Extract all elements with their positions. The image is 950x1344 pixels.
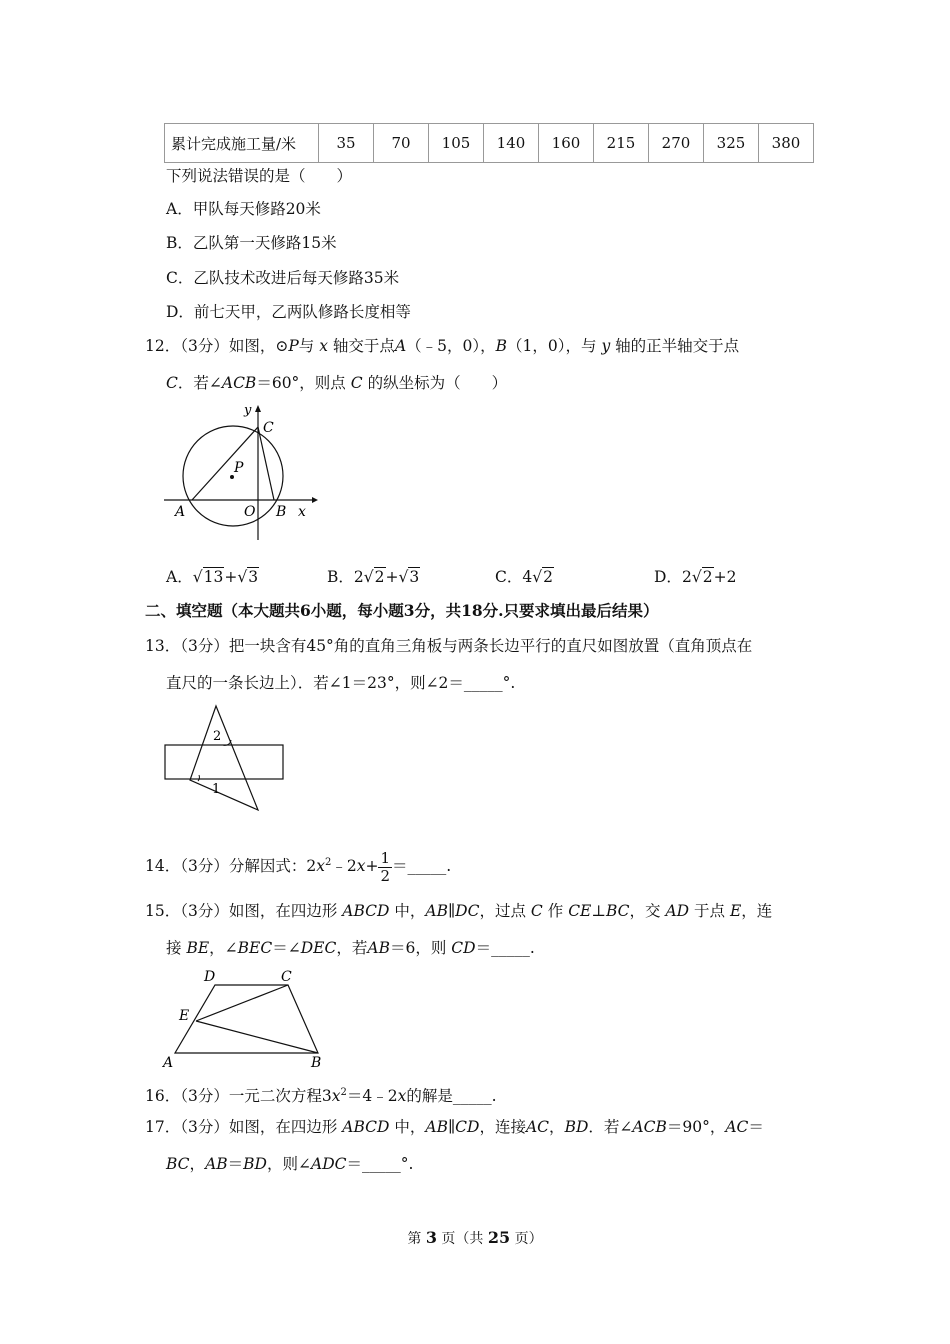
plus-sign: +	[365, 857, 379, 876]
label-x: x	[298, 504, 306, 520]
table-cell: 380	[759, 124, 814, 163]
text: （﹣5，0），	[406, 337, 496, 355]
var: CE	[568, 902, 592, 920]
sqrt-13: √13	[192, 568, 224, 586]
label-a: A	[175, 504, 186, 520]
var: BD	[243, 1155, 267, 1173]
var-x: x	[397, 1087, 407, 1106]
segment-eb	[196, 1021, 318, 1053]
parallel-symbol: ∥	[448, 1118, 456, 1136]
var-c: C	[350, 374, 363, 392]
circle-symbol: ⊙	[275, 337, 289, 355]
text: ．若∠	[177, 374, 222, 392]
section-title: 二、填空题（本大题共6小题，每小题3分，共18分.只要求填出最后结果）	[145, 601, 659, 620]
q12-option-c	[495, 566, 554, 588]
denominator: 2	[380, 866, 390, 885]
coefficient: 2	[353, 568, 364, 586]
fraction	[378, 850, 392, 885]
var: CD	[455, 1118, 480, 1136]
text: 作	[547, 902, 564, 920]
label-y: y	[244, 403, 252, 418]
sqrt-2: √2	[691, 568, 713, 586]
segment-ac	[192, 427, 258, 500]
table-row	[165, 124, 814, 163]
q12-option-b	[327, 566, 420, 588]
q11-option-b: B．乙队第一天修路15米	[166, 234, 337, 252]
q12-circle-figure	[160, 400, 320, 545]
text: ，∠	[209, 939, 238, 957]
var: BC	[166, 1155, 190, 1173]
text: ，	[189, 1155, 206, 1173]
table-cell: 140	[484, 124, 539, 163]
angle-1-arc	[198, 775, 199, 781]
perp-symbol: ⊥	[591, 902, 606, 920]
var: ABCD	[342, 902, 390, 920]
var-b: B	[495, 337, 508, 355]
y-axis-arrow-icon	[255, 405, 261, 412]
page-footer	[0, 1228, 950, 1248]
q15-quadrilateral-figure	[160, 965, 330, 1070]
total-pages: 25	[487, 1228, 511, 1247]
exponent: 2	[324, 857, 332, 868]
text: 17．（3分）如图，在四边形	[145, 1118, 338, 1136]
label-p: P	[234, 460, 244, 476]
label-a: A	[163, 1055, 174, 1071]
q12-line1	[145, 335, 739, 357]
text: 16．（3分）一元二次方程3	[145, 1087, 332, 1106]
radicand: 2	[374, 568, 385, 586]
var: AD	[665, 902, 690, 920]
var-x: x	[316, 857, 325, 876]
var-c: C	[166, 374, 178, 392]
table-header-cell: 累计完成施工量/米	[165, 124, 319, 163]
text: 轴交于点	[332, 337, 395, 355]
text: ＝	[227, 1155, 244, 1173]
text: ，	[549, 1118, 565, 1136]
table-cell: 105	[429, 124, 484, 163]
label-e: E	[179, 1008, 190, 1024]
radicand: 2	[543, 568, 554, 586]
numerator: 1	[380, 848, 390, 867]
text: ，过点	[479, 902, 526, 920]
text: ，交	[629, 902, 661, 920]
construction-table	[164, 123, 814, 163]
var: ABCD	[342, 1118, 390, 1136]
text: 页（共	[436, 1231, 488, 1247]
var: BD	[564, 1118, 589, 1136]
var-p: P	[288, 337, 299, 355]
table-cell: 215	[594, 124, 649, 163]
label-c: C	[281, 969, 292, 985]
text: 轴的正半轴交于点	[615, 337, 740, 355]
text: ＝_____°.	[346, 1155, 414, 1173]
text: ，连	[741, 902, 773, 920]
text: 页）	[510, 1231, 543, 1247]
var: DEC	[300, 939, 337, 957]
q13-line2: 直尺的一条长边上）．若∠1＝23°，则∠2＝_____°.	[166, 674, 516, 692]
text: 与	[298, 337, 315, 355]
text: ，连接	[479, 1118, 526, 1136]
var: AB	[425, 1118, 448, 1136]
var: C	[530, 902, 543, 920]
text: ＝	[748, 1118, 764, 1136]
var: AC	[725, 1118, 749, 1136]
var: ACB	[632, 1118, 667, 1136]
option-label: B．	[327, 568, 354, 586]
q11-option-d: D．前七天甲，乙两队修路长度相等	[166, 303, 411, 321]
text: 中，	[394, 902, 426, 920]
var-y: y	[601, 337, 611, 355]
text: ，若	[336, 939, 368, 957]
q13-ruler-figure	[160, 700, 290, 815]
var-x: x	[319, 337, 328, 355]
angle-label-1: 1	[212, 782, 221, 797]
page-number: 3	[425, 1228, 437, 1247]
text: ﹣2	[331, 857, 357, 876]
option-label: C．	[495, 568, 523, 586]
q15-line2	[166, 937, 535, 959]
q12-option-a	[166, 566, 259, 588]
table-cell: 325	[704, 124, 759, 163]
ruler	[165, 745, 283, 779]
table-cell: 35	[319, 124, 374, 163]
q17-line2	[166, 1153, 413, 1175]
var-acb: ACB	[221, 374, 257, 392]
label-b: B	[276, 504, 287, 520]
var: CD	[451, 939, 476, 957]
sqrt-3: √3	[237, 568, 259, 586]
q11-prompt: 下列说法错误的是（ ）	[166, 167, 353, 185]
coefficient: 4	[522, 568, 533, 586]
segment-ec	[196, 985, 288, 1021]
text: 中，	[394, 1118, 426, 1136]
var: ADC	[311, 1155, 347, 1173]
var: AB	[367, 939, 390, 957]
coefficient: 2	[681, 568, 692, 586]
text: 15．（3分）如图，在四边形	[145, 902, 338, 920]
text: 接	[166, 939, 182, 957]
var-a: A	[394, 337, 407, 355]
radicand: 13	[203, 568, 224, 586]
q13-line1: 13．（3分）把一块含有45°角的直角三角板与两条长边平行的直尺如图放置（直角顶点在	[145, 637, 753, 655]
q11-option-c: C．乙队技术改进后每天修路35米	[166, 269, 400, 287]
label-d: D	[204, 969, 216, 985]
text: 14．（3分）分解因式：2	[145, 857, 317, 876]
text: ＝90°，	[666, 1118, 726, 1136]
sqrt-3: √3	[398, 568, 420, 586]
triangle	[190, 706, 258, 810]
var-x: x	[331, 1087, 341, 1106]
label-c: C	[263, 420, 274, 436]
parallel-symbol: ∥	[448, 902, 456, 920]
q17-line1	[145, 1116, 764, 1138]
text: ＝∠	[272, 939, 301, 957]
text: 的纵坐标为（ ）	[367, 374, 508, 392]
var: E	[729, 902, 742, 920]
var-x: x	[356, 857, 366, 876]
text: ＝_____.	[392, 857, 452, 876]
radicand: 3	[409, 568, 420, 586]
q11-option-a: A．甲队每天修路20米	[166, 200, 321, 218]
text: ＝_____.	[475, 939, 535, 957]
q14-line	[145, 846, 452, 885]
text: ，则∠	[267, 1155, 311, 1173]
label-b: B	[311, 1055, 322, 1071]
text: ＝60°，则点	[256, 374, 346, 392]
text: （1，0），与	[507, 337, 597, 355]
table-cell: 270	[649, 124, 704, 163]
var: BE	[186, 939, 210, 957]
x-axis-arrow-icon	[312, 497, 318, 503]
var: DC	[455, 902, 480, 920]
radicand: 3	[248, 568, 259, 586]
q16-line	[145, 1082, 497, 1107]
table-cell: 160	[539, 124, 594, 163]
sqrt-2: √2	[532, 568, 554, 586]
text: ＝4﹣2	[346, 1087, 398, 1106]
var: AC	[525, 1118, 550, 1136]
plus-sign: +	[224, 568, 238, 586]
q15-line1	[145, 900, 772, 922]
text: 的解是_____.	[406, 1087, 497, 1106]
option-label: A．	[166, 568, 193, 586]
option-label: D．	[654, 568, 682, 586]
q12-number: 12．（3分）如图，	[145, 337, 276, 355]
q12-option-d	[654, 566, 736, 588]
radicand: 2	[702, 568, 713, 586]
plus-sign: +	[385, 568, 399, 586]
tail: +2	[713, 568, 737, 586]
sqrt-2: √2	[363, 568, 385, 586]
label-o: O	[244, 504, 256, 520]
var: BEC	[237, 939, 273, 957]
var: AB	[425, 902, 448, 920]
exponent: 2	[340, 1087, 347, 1098]
angle-label-2: 2	[213, 729, 222, 744]
quadrilateral-abcd	[175, 985, 318, 1053]
table-cell: 70	[374, 124, 429, 163]
text: 于点	[694, 902, 726, 920]
var: AB	[205, 1155, 228, 1173]
text: 第	[407, 1231, 426, 1247]
q12-line2	[166, 372, 507, 394]
text: ．若∠	[588, 1118, 633, 1136]
var: BC	[605, 902, 630, 920]
text: ＝6，则	[389, 939, 447, 957]
